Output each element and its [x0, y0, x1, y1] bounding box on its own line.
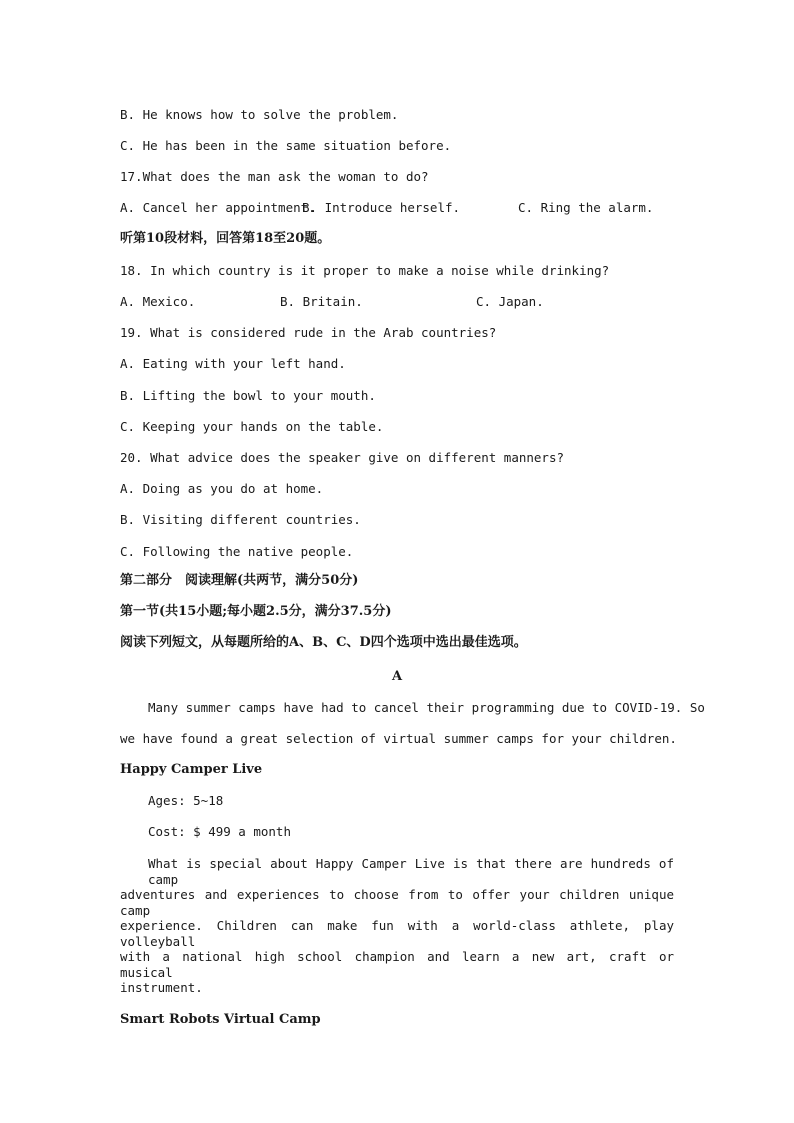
q17-option-b: B. Introduce herself.: [302, 200, 461, 215]
paragraph-1-line-1: Many summer camps have had to cancel their programming due to COVID-19. So: [148, 700, 705, 715]
paragraph-2-line-1: What is special about Happy Camper Live is that there are hundreds of camp: [148, 856, 674, 887]
instructions: 阅读下列短文，从每题所给的A、B、C、D四个选项中选出最佳选项。: [120, 635, 527, 650]
q19-option-a: A. Eating with your left hand.: [120, 356, 346, 371]
q20-option-a: A. Doing as you do at home.: [120, 481, 324, 496]
q20-option-c: C. Following the native people.: [120, 544, 354, 559]
paragraph-2-line-5: instrument.: [120, 980, 203, 995]
section-1-heading: 第一节(共15小题;每小题2.5分，满分37.5分): [120, 604, 392, 619]
q18-option-a: A. Mexico.: [120, 294, 196, 309]
camp-1-cost: Cost: $ 499 a month: [148, 824, 291, 839]
q18-option-c: C. Japan.: [476, 294, 544, 309]
q19-question: 19. What is considered rude in the Arab countries?: [120, 325, 497, 340]
q17-question: 17.What does the man ask the woman to do?: [120, 169, 429, 184]
paragraph-1-line-2: we have found a great selection of virtual summer camps for your children.: [120, 731, 677, 746]
q19-option-b: B. Lifting the bowl to your mouth.: [120, 388, 376, 403]
paragraph-2-line-2: adventures and experiences to choose from to offer your children unique camp: [120, 887, 674, 918]
camp-1-ages: Ages: 5~18: [148, 793, 224, 808]
q16-option-c: C. He has been in the same situation before.: [120, 138, 452, 153]
q16-option-b: B. He knows how to solve the problem.: [120, 107, 399, 122]
q19-option-c: C. Keeping your hands on the table.: [120, 419, 384, 434]
paragraph-2-line-4: with a national high school champion and learn a new art, craft or musical: [120, 949, 674, 980]
q18-question: 18. In which country is it proper to make a noise while drinking?: [120, 263, 610, 278]
paragraph-2-line-3: experience. Children can make fun with a world-class athlete, play volleyball: [120, 918, 674, 949]
camp-1-title: Happy Camper Live: [120, 762, 263, 777]
q20-question: 20. What advice does the speaker give on different manners?: [120, 450, 565, 465]
part-2-heading: 第二部分 阅读理解(共两节，满分50分): [120, 573, 359, 588]
q20-option-b: B. Visiting different countries.: [120, 512, 361, 527]
q18-option-b: B. Britain.: [280, 294, 363, 309]
passage-label: A: [391, 669, 403, 684]
section-10-heading: 听第10段材料，回答第18至20题。: [120, 231, 331, 246]
camp-2-title: Smart Robots Virtual Camp: [120, 1012, 321, 1027]
q17-option-c: C. Ring the alarm.: [518, 200, 654, 215]
q17-option-a: A. Cancel her appointment.: [120, 200, 316, 215]
